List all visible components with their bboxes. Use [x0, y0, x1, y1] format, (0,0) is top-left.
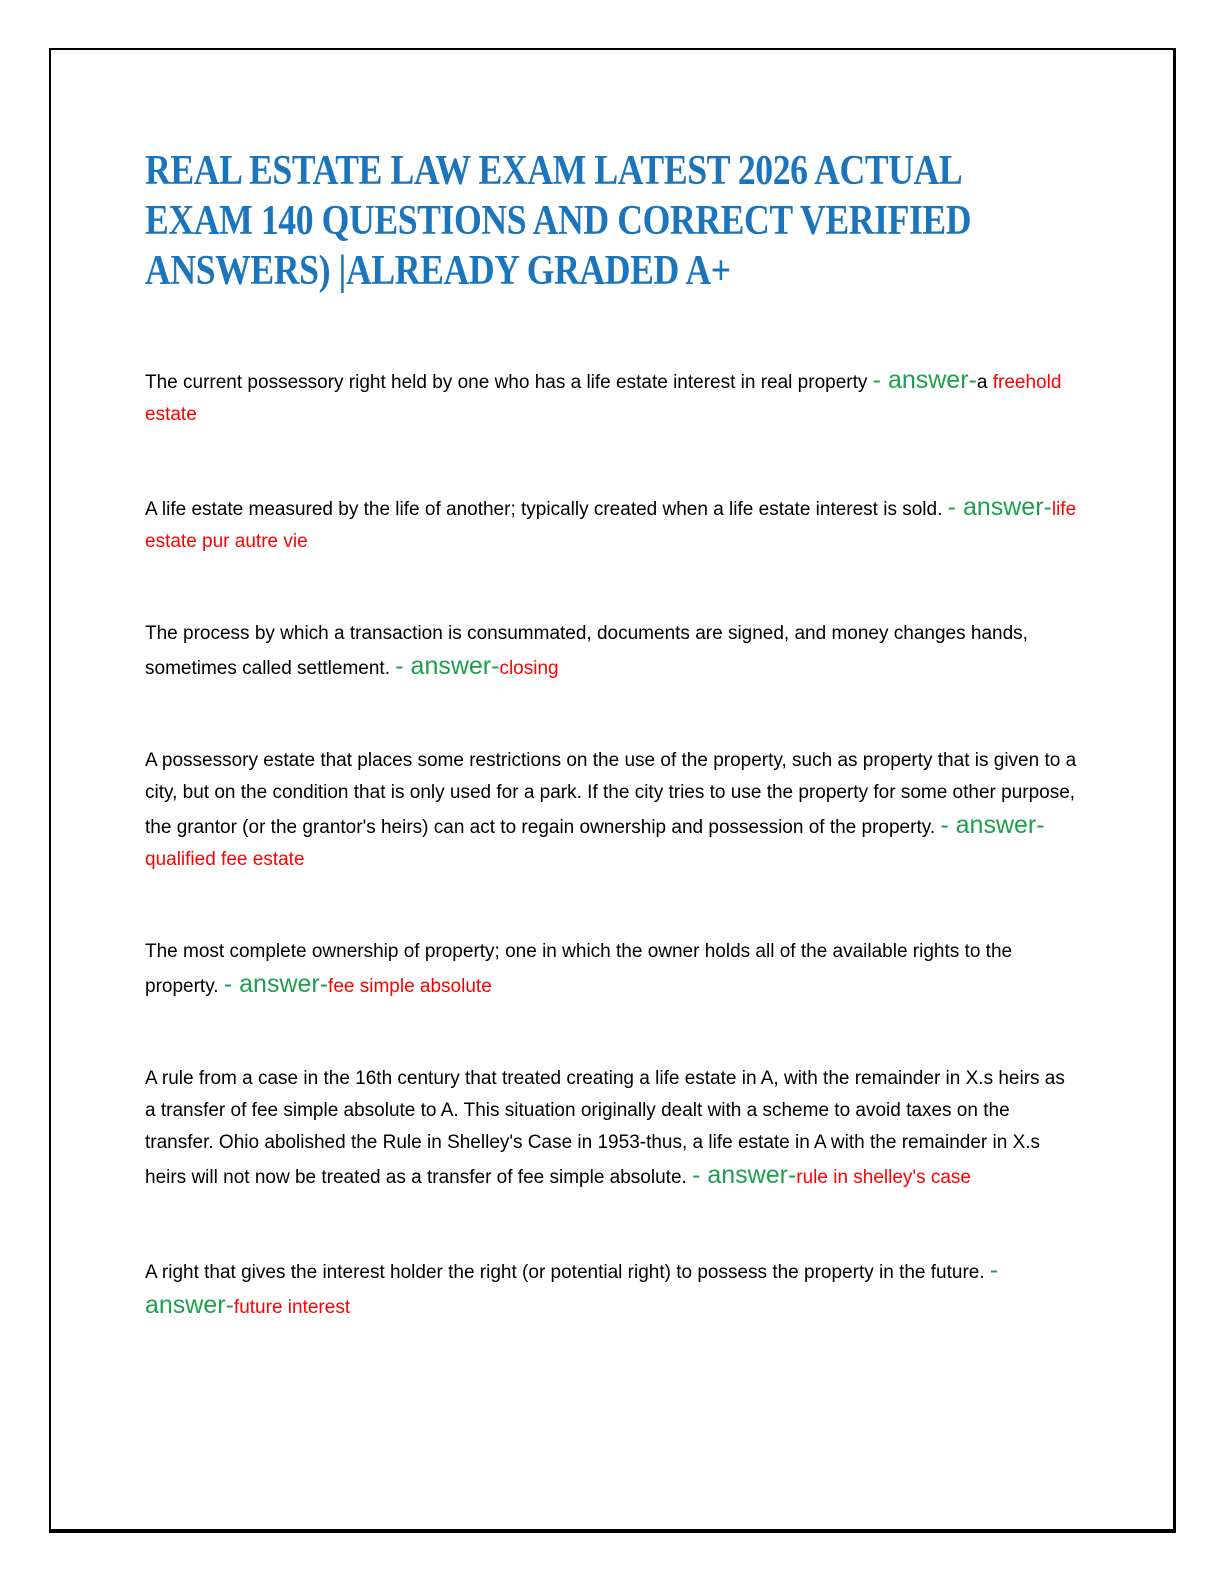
answer-label: - answer- — [145, 1256, 999, 1319]
question-text: The process by which a transaction is consummated, documents are signed, and money changes hands, sometimes called settlement. — [145, 623, 1028, 679]
qa-paragraph — [145, 618, 1080, 685]
question-text: A right that gives the interest holder the right (or potential right) to possess the property in the future. — [145, 1262, 990, 1283]
qa-list — [145, 364, 1080, 1324]
qa-paragraph — [145, 491, 1080, 558]
answer-text: rule in shelley's case — [796, 1167, 971, 1188]
question-text: A life estate measured by the life of another; typically created when a life estate interest is sold. — [145, 499, 948, 520]
document-content — [145, 146, 1080, 1384]
qa-paragraph — [145, 1254, 1080, 1324]
question-text: A possessory estate that places some restrictions on the use of the property, such as property that is given to a city, but on the condition that is only used for a park. If the city tries to use the property for some other purpose, the grantor (or the grantor's heirs) can act to regain ownership and possession of the property. — [145, 750, 1077, 838]
answer-text: qualified fee estate — [145, 849, 305, 870]
answer-label: - answer- — [692, 1161, 797, 1189]
document-title — [145, 146, 1080, 296]
title-line-3: ANSWERS) |ALREADY GRADED A+ — [145, 248, 731, 294]
qa-paragraph — [145, 1063, 1080, 1194]
document-page — [49, 48, 1176, 1533]
answer-label: - answer- — [872, 366, 977, 394]
qa-paragraph — [145, 745, 1080, 876]
answer-label: - answer- — [947, 493, 1052, 521]
answer-label: - answer- — [940, 811, 1045, 839]
title-line-1: REAL ESTATE LAW EXAM LATEST 2026 ACTUAL — [145, 148, 963, 194]
answer-text: future interest — [233, 1297, 351, 1318]
answer-label: - answer- — [395, 652, 500, 680]
answer-text: fee simple absolute — [328, 976, 492, 997]
answer-text: closing — [499, 658, 559, 679]
answer-text: freehold estate — [145, 372, 1062, 425]
question-text: The most complete ownership of property; one in which the owner holds all of the available rights to the property. — [145, 941, 1013, 997]
answer-label: - answer- — [223, 970, 329, 998]
title-line-2: EXAM 140 QUESTIONS AND CORRECT VERIFIED — [145, 198, 972, 244]
qa-paragraph — [145, 364, 1080, 431]
question-text: A rule from a case in the 16th century that treated creating a life estate in A, with the remainder in X.s heirs as a transfer of fee simple absolute to A. This situation originally dealt with a scheme to avoid taxes on the transfer. Ohio abolished the Rule in Shelley's Case in 1953-thus, a life estate in A with the remainder in X.s heirs will not now be treated as a transfer of fee simple absolute. — [145, 1068, 1065, 1188]
answer-text: life estate pur autre vie — [145, 499, 1077, 552]
answer-lead-text: a — [976, 372, 993, 393]
question-text: The current possessory right held by one who has a life estate interest in real property — [145, 372, 873, 393]
qa-paragraph — [145, 936, 1080, 1003]
